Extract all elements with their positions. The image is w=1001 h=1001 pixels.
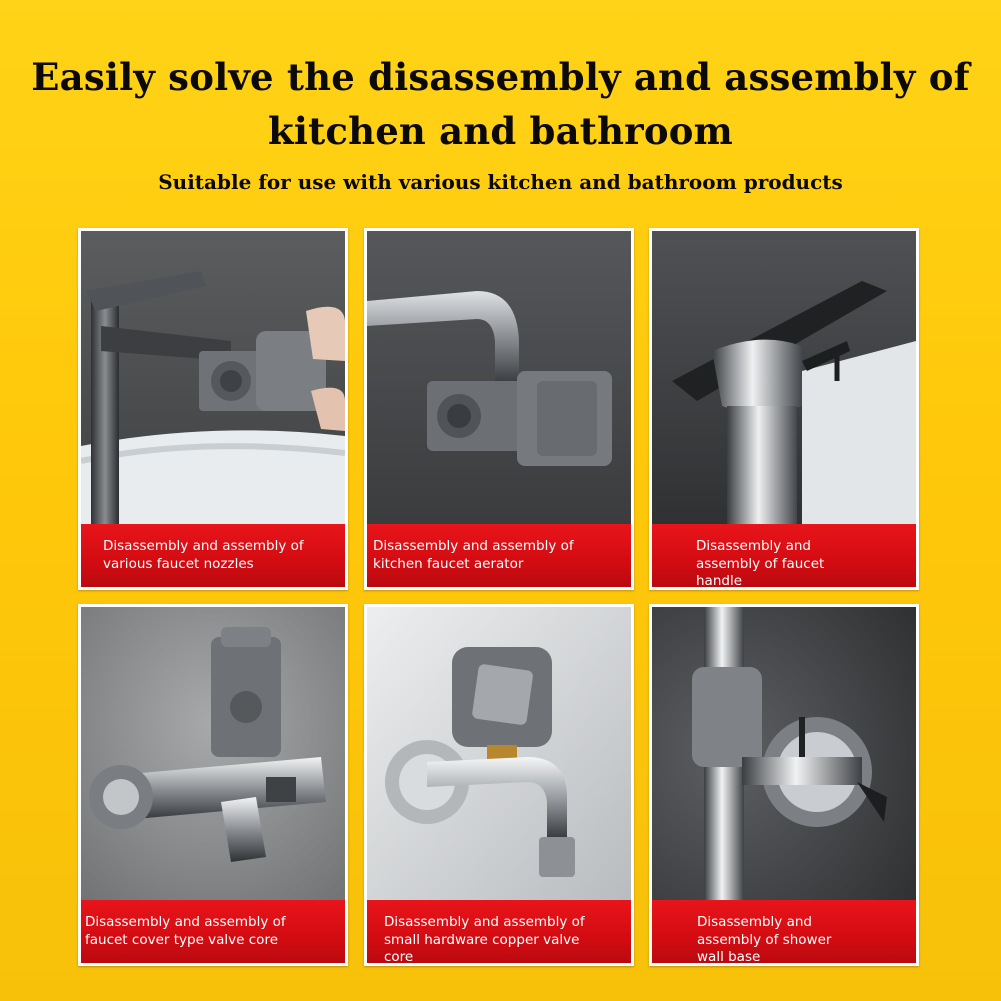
caption-band [652,900,916,963]
caption-text: Disassembly and assembly of kitchen faucet aerator [373,538,574,572]
caption-band [81,900,345,963]
card-faucet-nozzles [78,228,348,590]
caption-band [81,524,345,587]
card-kitchen-aerator [364,228,634,590]
photo-valve-core-tool [81,607,345,900]
page-subtitle: Suitable for use with various kitchen and bathroom products [158,170,843,194]
photo-faucet-handle-tool [652,231,916,524]
photo-faucet-nozzle-tool [81,231,345,524]
caption-band [367,524,631,587]
page-title: Easily solve the disassembly and assembly of kitchen and bathroom [31,55,970,153]
caption-text: Disassembly and assembly of faucet cover type valve core [85,914,286,948]
caption-band [652,524,916,587]
card-valve-core [78,604,348,966]
caption-text: Disassembly and assembly of small hardware copper valve core [384,914,585,963]
card-shower-base [649,604,919,966]
photo-kitchen-aerator-tool [367,231,631,524]
card-faucet-handle [649,228,919,590]
photo-shower-base-tool [652,607,916,900]
caption-text: Disassembly and assembly of faucet handle [696,538,825,587]
card-copper-valve [364,604,634,966]
caption-text: Disassembly and assembly of shower wall base [697,914,832,963]
caption-text: Disassembly and assembly of various faucet nozzles [103,538,304,572]
caption-band [367,900,631,963]
photo-copper-valve-tool [367,607,631,900]
